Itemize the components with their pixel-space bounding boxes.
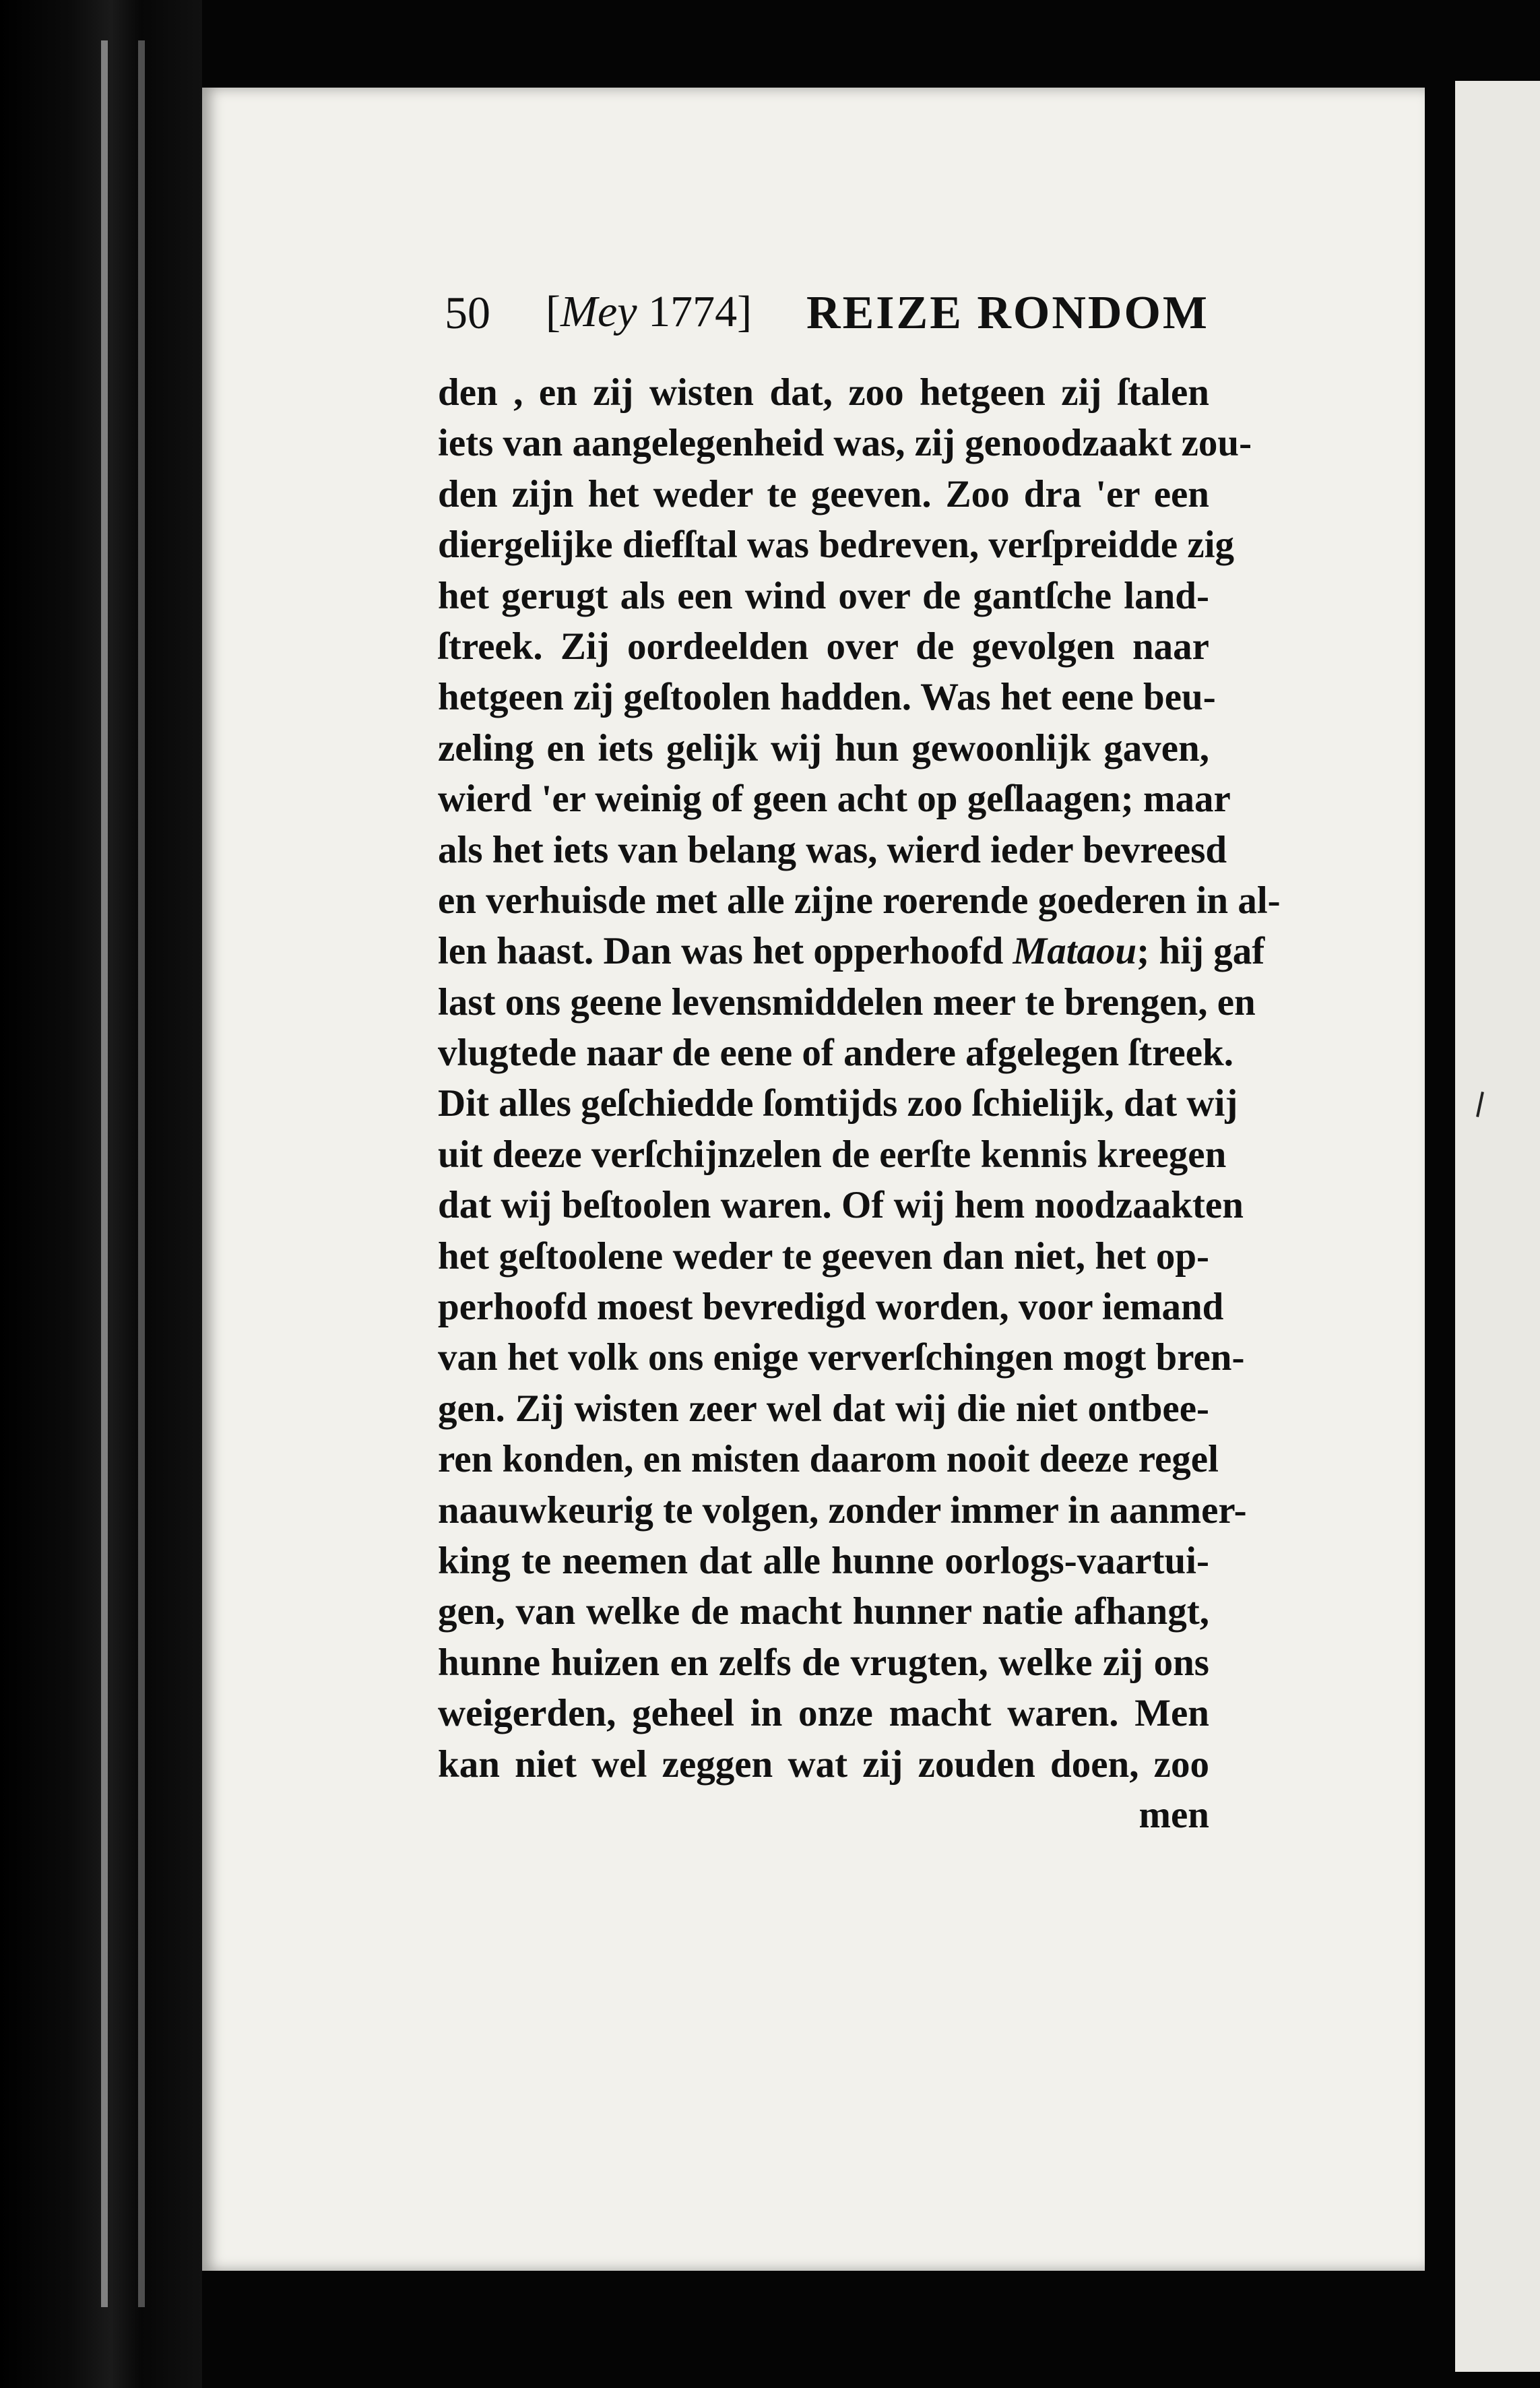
text-line: len haast. Dan was het opperhoofd Mataou; hij gaf [438, 930, 1265, 973]
text-line: gen, van welke de macht hunner natie afhangt, [438, 1590, 1209, 1633]
text-line: gen. Zij wisten zeer wel dat wij die niet ontbee- [438, 1387, 1209, 1430]
running-title: REIZE RONDOM [806, 287, 1209, 339]
text-line: dat wij beſtoolen waren. Of wij hem noodzaakten [438, 1184, 1244, 1227]
text-line: van het volk ons enige ververſchingen mogt bren- [438, 1336, 1245, 1379]
text-line: den zijn het weder te geeven. Zoo dra 'er een [438, 472, 1209, 515]
text-line: naauwkeurig te volgen, zonder immer in aanmer- [438, 1488, 1247, 1532]
text-line: den , en zij wisten dat, zoo hetgeen zij ſtalen [438, 371, 1209, 414]
text-line: uit deeze verſchijnzelen de eerſte kennis kreegen [438, 1133, 1227, 1176]
text-line: perhoofd moest bevredigd worden, voor iemand [438, 1286, 1224, 1329]
text-line: Dit alles geſchiedde ſomtijds zoo ſchielijk, dat wij [438, 1082, 1238, 1125]
text-line: weigerden, geheel in onze macht waren. Men [438, 1692, 1209, 1735]
text-line: diergelijke diefſtal was bedreven, verſpreidde zig [438, 524, 1235, 567]
catchword: men [1138, 1793, 1209, 1836]
text-line: kan niet wel zeggen wat zij zouden doen, zoo [438, 1742, 1209, 1786]
text-line: ſtreek. Zij oordeelden over de gevolgen naar [438, 625, 1209, 668]
text-line: als het iets van belang was, wierd ieder bevreesd [438, 828, 1227, 871]
book-binding [0, 0, 202, 2388]
text-line: hetgeen zij geſtoolen hadden. Was het eene beu- [438, 676, 1216, 719]
binding-edge-line [138, 40, 145, 2307]
text-line: het geſtoolene weder te geeven dan niet, het op- [438, 1234, 1209, 1278]
text-line: zeling en iets gelijk wij hun gewoonlijk gaven, [438, 726, 1209, 769]
text-line: het gerugt als een wind over de gantſche land- [438, 574, 1209, 617]
text-line: en verhuisde met alle zijne roerende goederen in al- [438, 879, 1281, 922]
binding-edge-line [101, 40, 108, 2307]
text-line: king te neemen dat alle hunne oorlogs-vaartui- [438, 1539, 1209, 1582]
page-number: 50 [445, 287, 490, 338]
text-line: iets van aangelegenheid was, zij genoodzaakt zou- [438, 422, 1252, 465]
body-text [438, 367, 1281, 1840]
running-header [445, 286, 1209, 347]
text-line: last ons geene levensmiddelen meer te brengen, en [438, 980, 1256, 1024]
text-line: wierd 'er weinig of geen acht op geſlaagen; maar [438, 778, 1231, 821]
header-date: [Mey 1774] [546, 287, 752, 336]
next-page-edge [1455, 81, 1540, 2372]
text-line: hunne huizen en zelfs de vrugten, welke zij ons [438, 1641, 1209, 1684]
text-line: vlugtede naar de eene of andere afgelegen ſtreek. [438, 1032, 1233, 1075]
text-line: ren konden, en misten daarom nooit deeze regel [438, 1438, 1219, 1481]
